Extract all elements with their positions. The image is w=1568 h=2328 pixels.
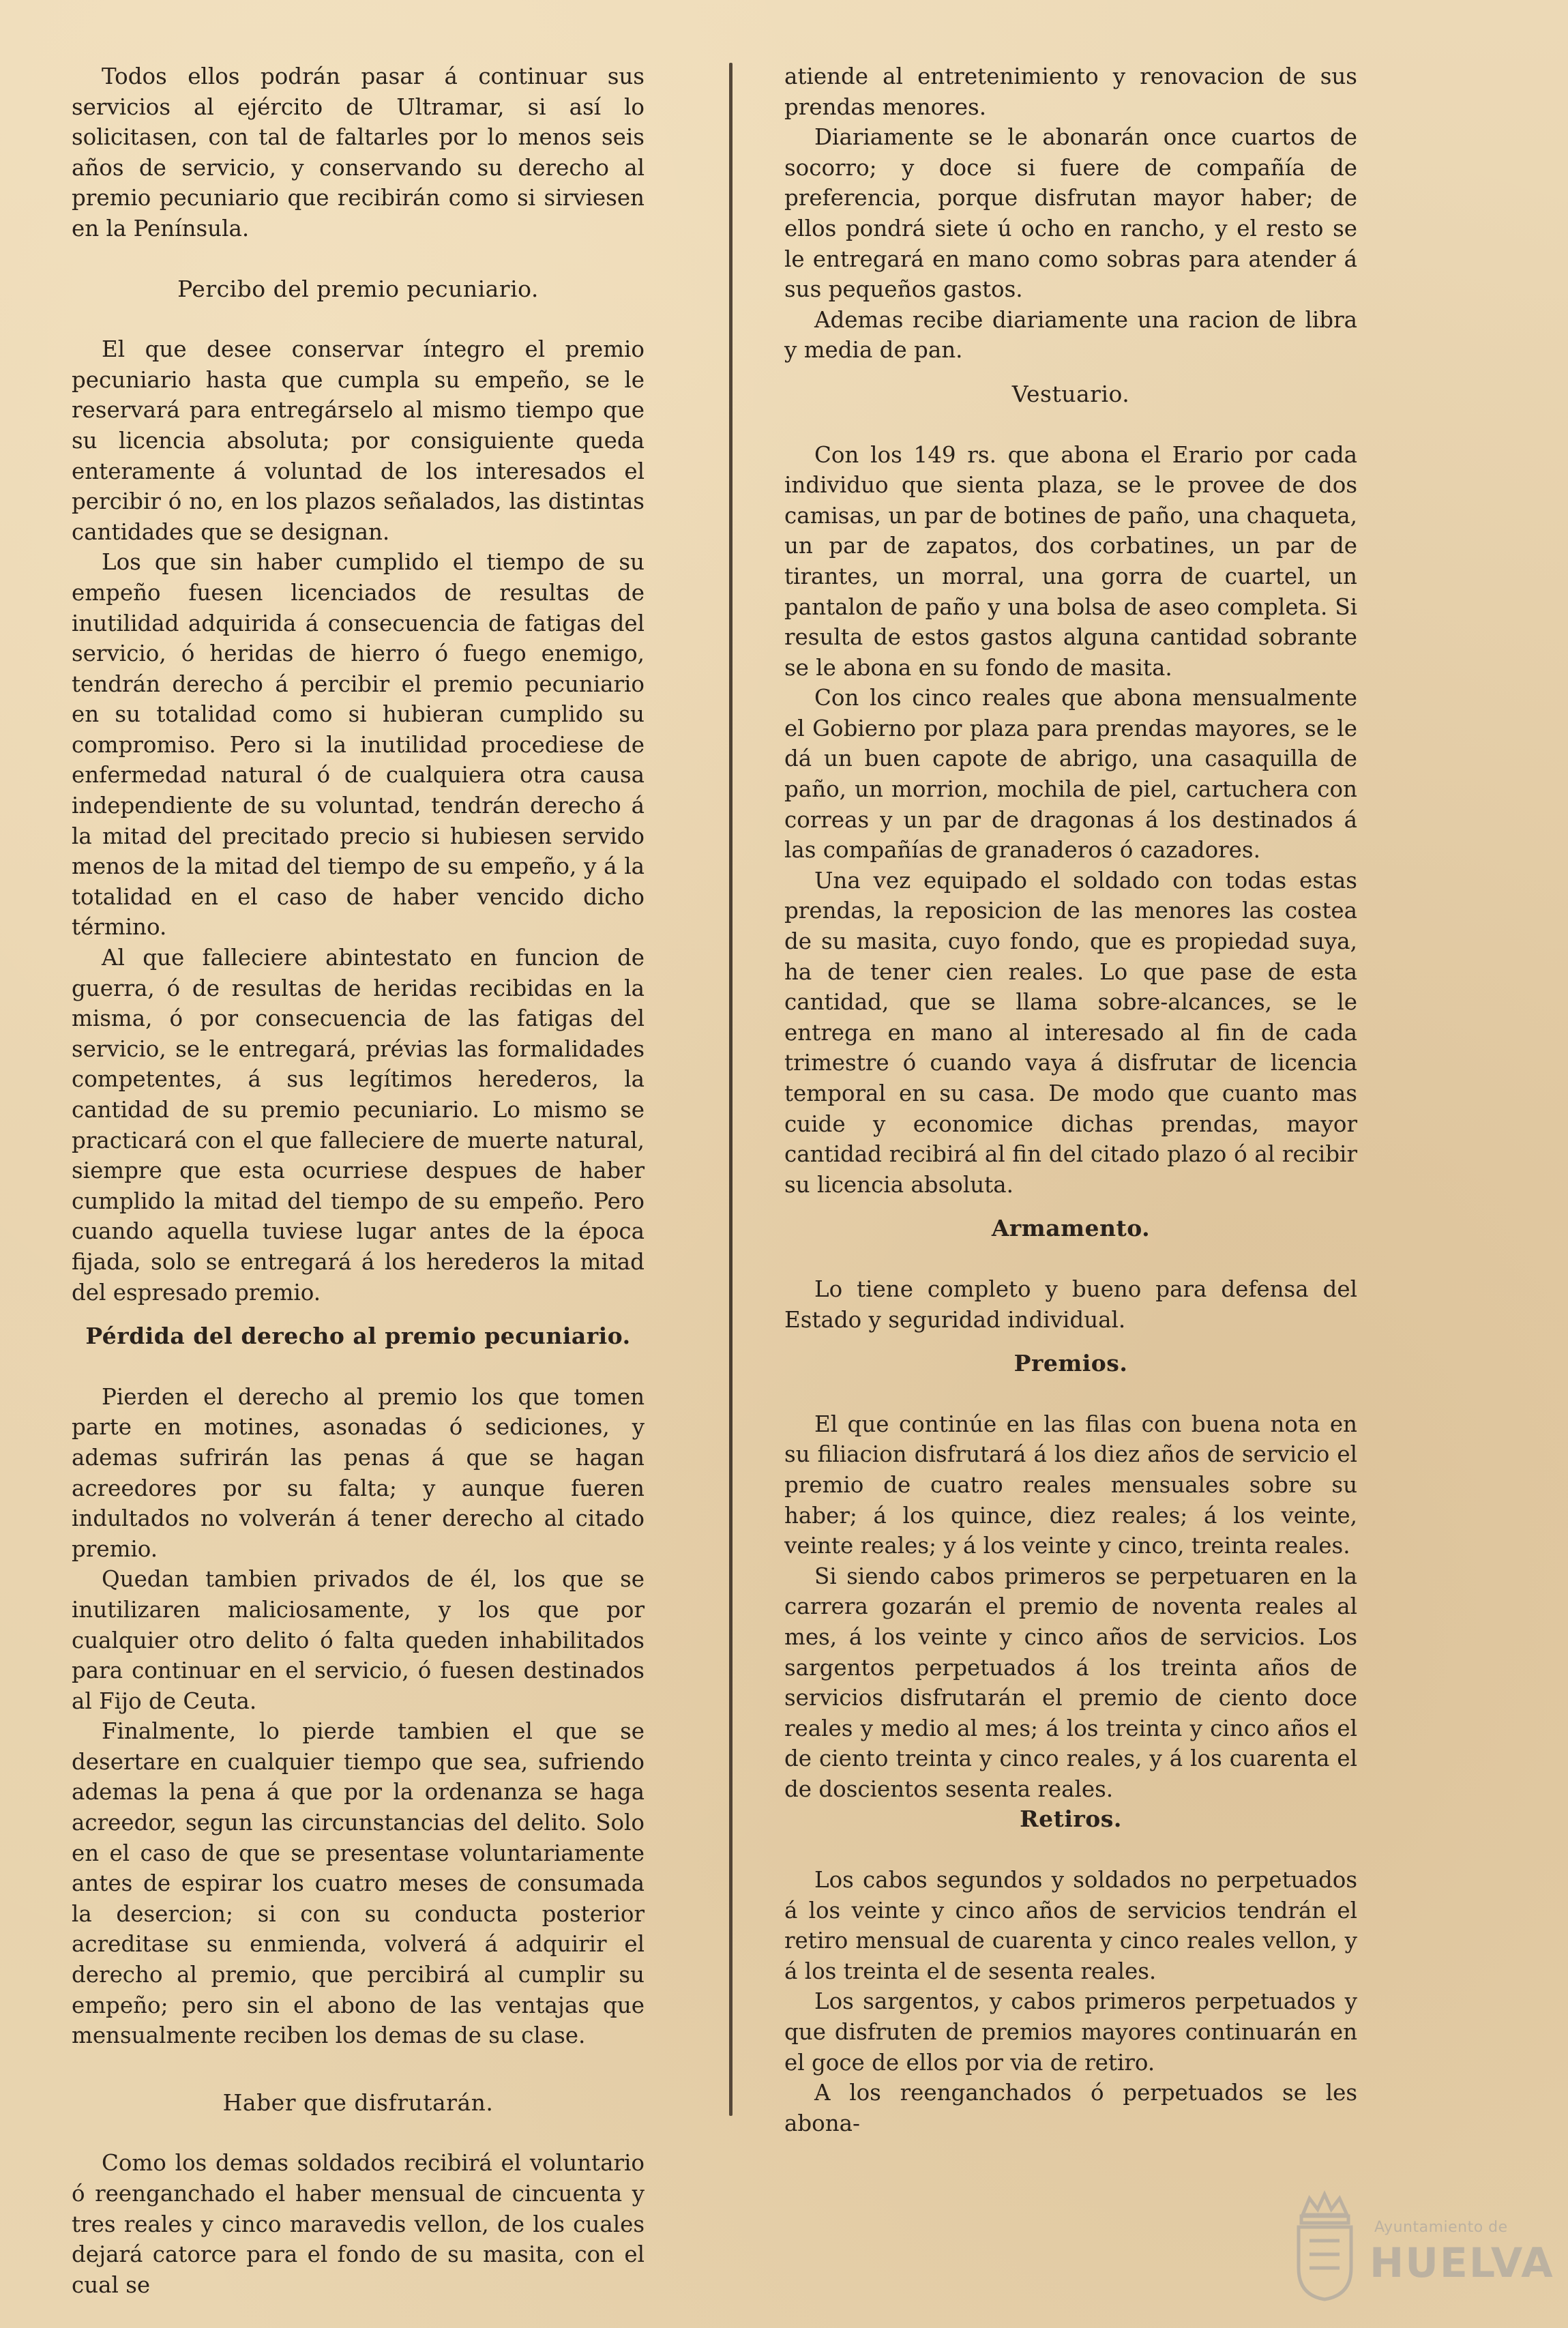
paragraph: Una vez equipado el soldado con todas estas prendas, la reposicion de las menores las costea de su masita, cuyo fondo, que es propiedad suya, ha de tener cien reales. Lo que pase de esta cantidad, que se llama sobre-alcances, se le entrega en mano al interesado al fin de cada trimestre ó cuando vaya á disfrutar de licencia temporal en su casa. De modo que cuanto mas cuide y economice dichas prendas, mayor cantidad recibirá al fin del citado plazo ó al recibir su licencia absoluta.	[784, 867, 1357, 1198]
right-column	[784, 61, 1357, 2138]
paragraph: Todos ellos podrán pasar á continuar sus servicios al ejército de Ultramar, si así lo solicitasen, con tal de faltarles por lo menos seis años de servicio, y conservando su derecho al premio pecuniario que recibirán como si sirviesen en la Península.	[72, 63, 645, 241]
paragraph: Los sargentos, y cabos primeros perpetuados y que disfruten de premios mayores continuarán en el goce de ellos por via de retiro.	[784, 1988, 1357, 2076]
paragraph: Finalmente, lo pierde tambien el que se desertare en cualquier tiempo que sea, sufriendo ademas la pena á que por la ordenanza se haga acreedor, segun las circunstancias del delito. Solo en el caso de que se presentase voluntariamente antes de espirar los cuatro meses de consumada la desercion; si con su conducta posterior acreditase su enmienda, volverá á adquirir el derecho al premio, que percibirá al cumplir su empeño; pero sin el abono de las ventajas que mensualmente reciben los demas de su clase.	[72, 1718, 645, 2049]
paragraph: Como los demas soldados recibirá el voluntario ó reenganchado el haber mensual de cincuenta y tres reales y cinco maravedis vellon, de los cuales dejará catorce para el fondo de su masita, con el cual se	[72, 2150, 645, 2298]
paragraph: Si siendo cabos primeros se perpetuaren en la carrera gozarán el premio de noventa reales al mes, á los veinte y cinco años de servicios. Los sargentos perpetuados á los treinta años de servicios disfrutarán el premio de ciento doce reales y medio al mes; á los treinta y cinco años el de ciento treinta y cinco reales, y á los cuarenta el de doscientos sesenta reales.	[784, 1563, 1357, 1802]
section-heading-armamento: Armamento.	[991, 1215, 1151, 1242]
ayuntamiento-huelva-watermark	[1282, 2186, 1554, 2309]
section-heading-percibo: Percibo del premio pecuniario.	[177, 275, 539, 302]
paragraph: Al que falleciere abintestato en funcion de guerra, ó de resultas de heridas recibidas en la misma, ó por consecuencia de las fatigas del servicio, se le entregará, prévias las formalidades competentes, á sus legítimos herederos, la cantidad de su premio pecuniario. Lo mismo se practicará con el que falleciere de muerte natural, siempre que esta ocurriese despues de haber cumplido la mitad del tiempo de su empeño. Pero cuando aquella tuviese lugar antes de la época fijada, solo se entregará á los herederos la mitad del espresado premio.	[72, 945, 645, 1306]
section-heading-retiros: Retiros.	[1020, 1806, 1122, 1833]
paragraph: El que desee conservar íntegro el premio pecuniario hasta que cumpla su empeño, se le reservará para entregárselo al mismo tiempo que su licencia absoluta; por consiguiente queda enteramente á voluntad de los interesados el percibir ó no, en los plazos señalados, las distintas cantidades que se designan.	[72, 336, 645, 545]
paragraph: Los cabos segundos y soldados no perpetuados á los veinte y cinco años de servicios tendrán el retiro mensual de cuarenta y cinco reales vellon, y á los treinta el de sesenta reales.	[784, 1867, 1357, 1984]
section-heading-premios: Premios.	[1014, 1350, 1128, 1377]
paragraph: Ademas recibe diariamente una racion de libra y media de pan.	[784, 306, 1357, 364]
paragraph: Los que sin haber cumplido el tiempo de su empeño fuesen licenciados de resultas de inutilidad adquirida á consecuencia de fatigas del servicio, ó heridas de hierro ó fuego enemigo, tendrán derecho á percibir el premio pecuniario en su totalidad como si hubieran cumplido su compromiso. Pero si la inutilidad procediese de enfermedad natural ó de cualquiera otra causa independiente de su voluntad, tendrán derecho á la mitad del precitado precio si hubiesen servido menos de la mitad del tiempo de su empeño, y á la totalidad en el caso de haber vencido dicho término.	[72, 549, 645, 941]
paragraph: Con los cinco reales que abona mensualmente el Gobierno por plaza para prendas mayores, se le dá un buen capote de abrigo, una casaquilla de paño, un morrion, mochila de piel, cartuchera con correas y un par de dragonas á los destinados á las compañías de granaderos ó cazadores.	[784, 685, 1357, 864]
watermark-line1: Ayuntamiento de	[1374, 2219, 1508, 2236]
paragraph: Lo tiene completo y bueno para defensa del Estado y seguridad individual.	[784, 1276, 1357, 1333]
paragraph: El que continúe en las filas con buena nota en su filiacion disfrutará á los diez años de servicio el premio de cuatro reales mensuales sobre su haber; á los quince, diez reales; á los veinte, veinte reales; y á los veinte y cinco, treinta reales.	[784, 1411, 1357, 1559]
paragraph: Con los 149 rs. que abona el Erario por cada individuo que sienta plaza, se le provee de dos camisas, un par de botines de paño, una chaqueta, un par de zapatos, dos corbatines, un par de tirantes, un morral, una gorra de cuartel, un pantalon de paño y una bolsa de aseo completa. Si resulta de estos gastos alguna cantidad sobrante se le abona en su fondo de masita.	[784, 441, 1357, 681]
left-column	[72, 61, 645, 2300]
paragraph: A los reenganchados ó perpetuados se les abona-	[784, 2080, 1357, 2136]
paragraph: atiende al entretenimiento y renovacion de sus prendas menores.	[784, 63, 1357, 120]
watermark-line2: HUELVA	[1370, 2239, 1554, 2287]
section-heading-vestuario: Vestuario.	[1011, 380, 1130, 407]
section-heading-perdida: Pérdida del derecho al premio pecuniario.	[85, 1323, 631, 1350]
section-heading-haber: Haber que disfrutarán.	[222, 2089, 494, 2116]
paragraph: Quedan tambien privados de él, los que se inutilizaren maliciosamente, y los que por cualquier otro delito ó falta queden inhabilitados para continuar en el servicio, ó fuesen destinados al Fijo de Ceuta.	[72, 1566, 645, 1714]
column-divider	[729, 63, 733, 2116]
city-crest-icon	[1289, 2186, 1361, 2302]
paragraph: Diariamente se le abonarán once cuartos de socorro; y doce si fuere de compañía de preferencia, porque disfrutan mayor haber; de ellos pondrá siete ú ocho en rancho, y el resto se le entregará en mano como sobras para atender á sus pequeños gastos.	[784, 124, 1357, 303]
paragraph: Pierden el derecho al premio los que tomen parte en motines, asonadas ó sediciones, y ademas sufrirán las penas á que se hagan acreedores por su falta; y aunque fueren indultados no volverán á tener derecho al citado premio.	[72, 1383, 645, 1562]
